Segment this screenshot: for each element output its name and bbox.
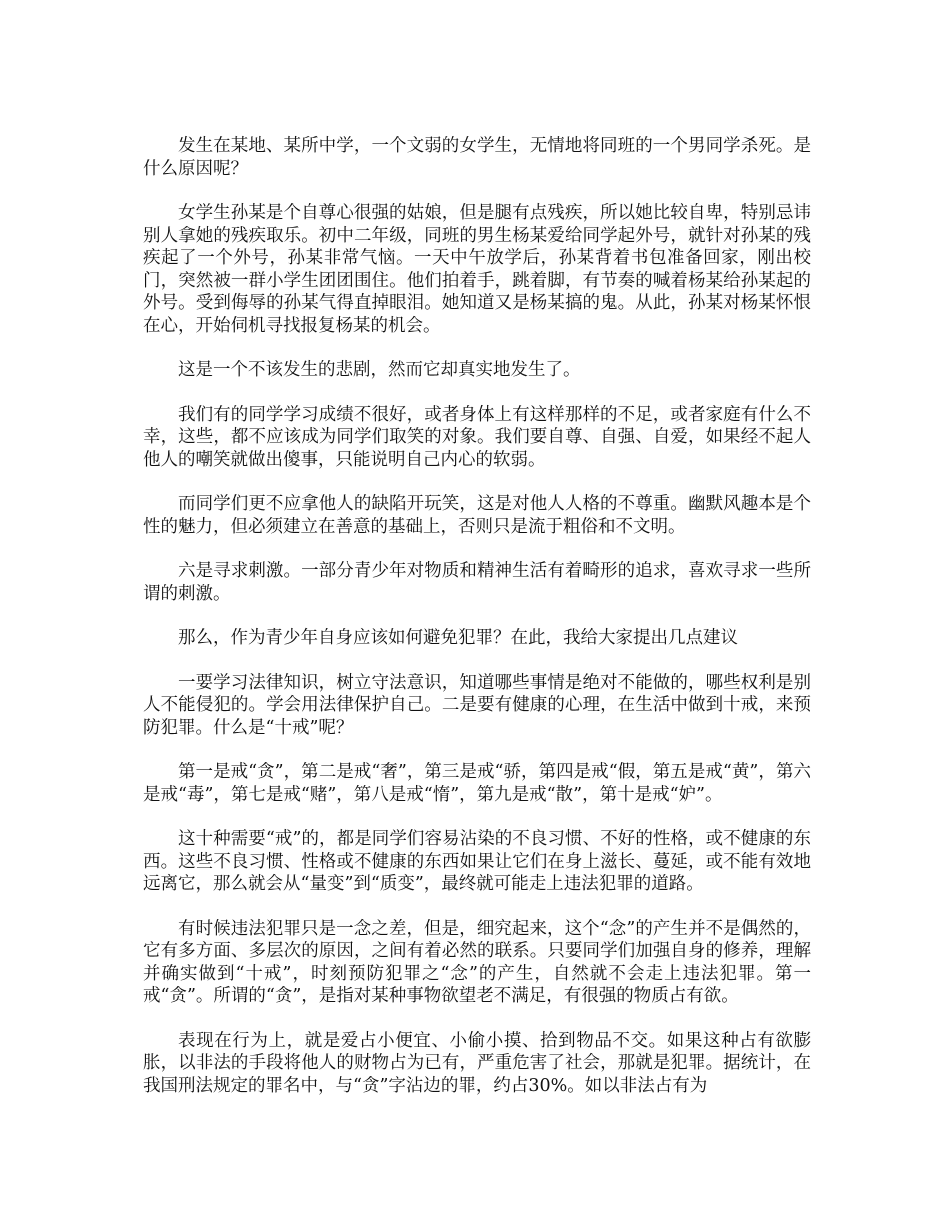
paragraph: 我们有的同学学习成绩不很好，或者身体上有这样那样的不足，或者家庭有什么不幸，这些，都不应该成为同学们取笑的对象。我们要自尊、自强、自爱，如果经不起人他人的嘲笑就做出傻事，只能说明自己内心的软弱。 bbox=[143, 404, 811, 470]
paragraph: 女学生孙某是个自尊心很强的姑娘，但是腿有点残疾，所以她比较自卑，特别忌讳别人拿她的残疾取乐。初中二年级，同班的男生杨某爱给同学起外号，就针对孙某的残疾起了一个外号，孙某非常气恼。一天中午放学后，孙某背着书包准备回家，刚出校门，突然被一群小学生团团围住。他们拍着手，跳着脚，有节奏的喊着杨某给孙某起的外号。受到侮辱的孙某气得直掉眼泪。她知道又是杨某搞的鬼。从此，孙某对杨某怀恨在心，开始伺机寻找报复杨某的机会。 bbox=[143, 203, 811, 336]
paragraph: 第一是戒“贪”，第二是戒“奢”，第三是戒“骄，第四是戒“假，第五是戒“黄”，第六是戒“毒”，第七是戒“赌”，第八是戒“惰”，第九是戒“散”，第十是戒“妒”。 bbox=[143, 762, 811, 805]
paragraph: 而同学们更不应拿他人的缺陷开玩笑，这是对他人人格的不尊重。幽默风趣本是个性的魅力，但必须建立在善意的基础上，否则只是流于粗俗和不文明。 bbox=[143, 494, 811, 537]
paragraph: 一要学习法律知识，树立守法意识，知道哪些事情是绝对不能做的，哪些权利是别人不能侵犯的。学会用法律保护自己。二是要有健康的心理，在生活中做到十戒，来预防犯罪。什么是“十戒”呢？ bbox=[143, 672, 811, 738]
paragraph: 有时候违法犯罪只是一念之差，但是，细究起来，这个“念”的产生并不是偶然的，它有多方面、多层次的原因，之间有着必然的联系。只要同学们加强自身的修养，理解并确实做到“十戒”，时刻预防犯罪之“念”的产生，自然就不会走上违法犯罪。第一戒“贪”。所谓的“贪”，是指对某种事物欲望老不满足，有很强的物质占有欲。 bbox=[143, 918, 811, 1006]
paragraph: 表现在行为上，就是爱占小便宜、小偷小摸、拾到物品不交。如果这种占有欲膨胀，以非法的手段将他人的财物占为已有，严重危害了社会，那就是犯罪。据统计，在我国刑法规定的罪名中，与“贪”字沾边的罪，约占30%。如以非法占有为 bbox=[143, 1030, 811, 1096]
paragraph: 这是一个不该发生的悲剧，然而它却真实地发生了。 bbox=[178, 360, 581, 380]
document-body bbox=[143, 135, 811, 1119]
paragraph: 那么，作为青少年自身应该如何避免犯罪？在此，我给大家提出几点建议 bbox=[178, 628, 738, 648]
paragraph: 发生在某地、某所中学，一个文弱的女学生，无情地将同班的一个男同学杀死。是什么原因呢？ bbox=[143, 136, 811, 179]
paragraph: 六是寻求刺激。一部分青少年对物质和精神生活有着畸形的追求，喜欢寻求一些所谓的刺激。 bbox=[143, 561, 811, 604]
paragraph: 这十种需要“戒”的，都是同学们容易沾染的不良习惯、不好的性格，或不健康的东西。这些不良习惯、性格或不健康的东西如果让它们在身上滋长、蔓延，或不能有效地远离它，那么就会从“量变”到“质变”，最终就可能走上违法犯罪的道路。 bbox=[143, 829, 811, 894]
